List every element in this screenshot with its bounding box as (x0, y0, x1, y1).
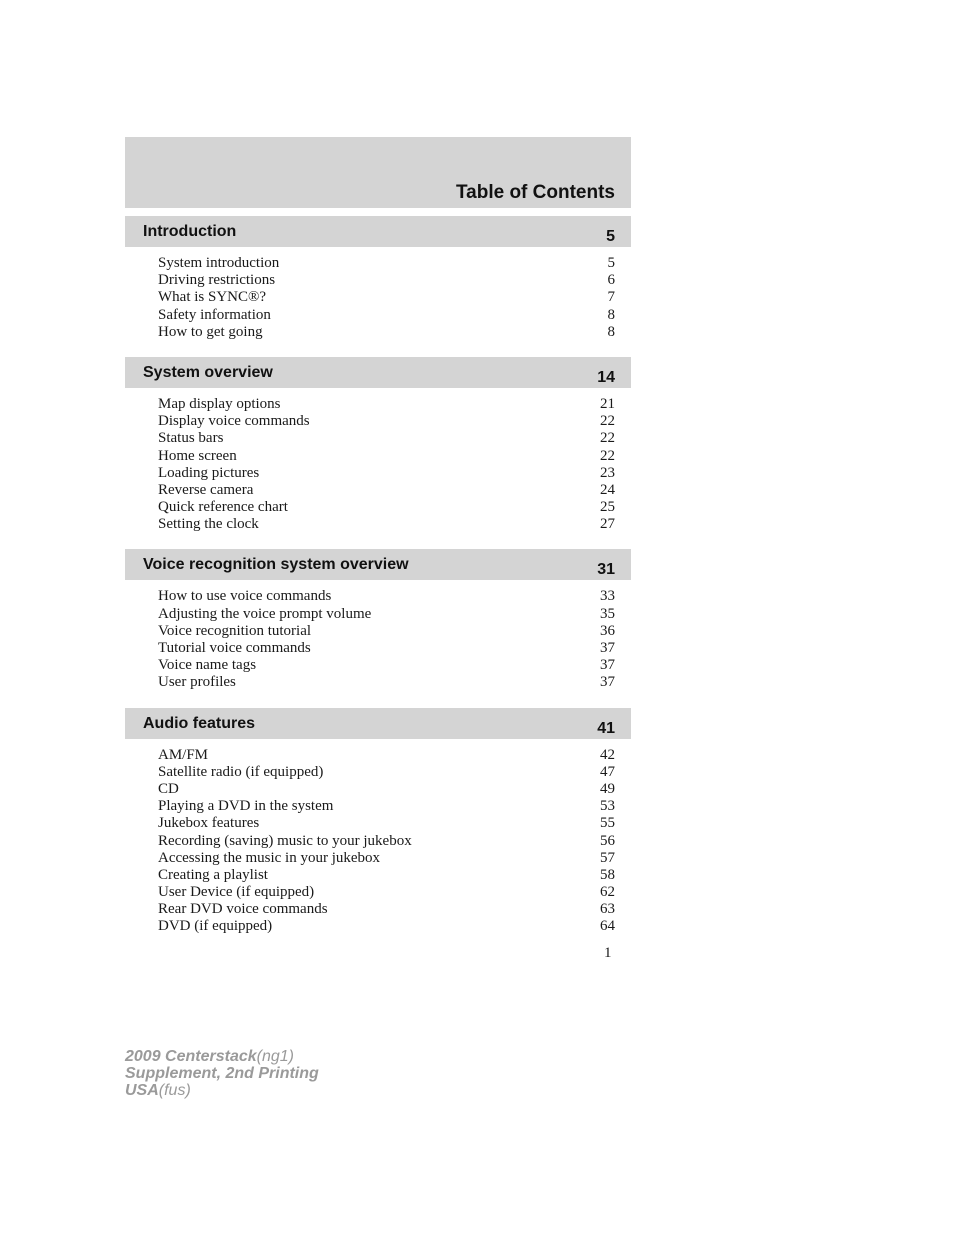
section-header[interactable] (125, 708, 631, 739)
toc-entry[interactable] (125, 798, 631, 815)
toc-entry-page: 8 (607, 323, 615, 340)
section-header[interactable] (125, 357, 631, 388)
toc-entry-page: 36 (600, 622, 615, 639)
toc-entry[interactable] (125, 918, 631, 935)
toc-entry-page: 37 (600, 640, 615, 656)
toc-entry-label: Reverse camera (158, 481, 254, 498)
toc-entry-page: 8 (607, 306, 615, 323)
toc-entry-label: What is SYNC®? (158, 289, 267, 306)
section-page-number: 14 (597, 368, 615, 386)
toc-entry-page: 33 (600, 588, 615, 605)
section-title: System overview (143, 363, 273, 381)
toc-entry[interactable] (125, 657, 631, 674)
toc-entry-page: 5 (607, 255, 615, 271)
toc-entry-label: Display voice commands (158, 413, 310, 430)
toc-entry-page: 22 (600, 413, 615, 430)
toc-entry-page: 55 (600, 815, 615, 832)
header-bar (125, 137, 631, 208)
toc-entry-page: 7 (607, 289, 615, 306)
toc-entry[interactable] (125, 516, 631, 533)
toc-entry-label: Tutorial voice commands (158, 640, 311, 656)
footer-line-1: 2009 Centerstack(ng1) (125, 1048, 294, 1065)
toc-entry[interactable] (125, 396, 631, 413)
section-items (125, 747, 631, 936)
toc-entry[interactable] (125, 588, 631, 605)
toc-entry-label: DVD (if equipped) (158, 918, 273, 935)
toc-entry[interactable] (125, 448, 631, 465)
toc-entry[interactable] (125, 272, 631, 289)
section-title: Voice recognition system overview (143, 556, 409, 574)
toc-entry-page: 37 (600, 657, 615, 674)
section-header[interactable] (125, 216, 631, 247)
toc-entry-label: Jukebox features (158, 815, 260, 832)
toc-entry-label: Driving restrictions (158, 272, 276, 289)
toc-entry[interactable] (125, 623, 631, 640)
toc-entry[interactable] (125, 413, 631, 430)
toc-entry-label: Status bars (158, 430, 224, 447)
toc-entry-label: How to get going (158, 323, 263, 340)
toc-entry[interactable] (125, 747, 631, 764)
toc-entry-label: How to use voice commands (158, 588, 332, 605)
toc-section (125, 357, 631, 534)
toc-entry-page: 22 (600, 430, 615, 447)
toc-entry-page: 22 (600, 447, 615, 464)
section-items (125, 255, 631, 341)
toc-entry-page: 56 (600, 832, 615, 849)
toc-entry-label: User profiles (158, 674, 236, 691)
toc-entry[interactable] (125, 499, 631, 516)
document-footer (125, 1048, 319, 1099)
toc-entry[interactable] (125, 289, 631, 306)
toc-sections (125, 216, 631, 952)
toc-entry-label: Quick reference chart (158, 499, 288, 516)
toc-section (125, 549, 631, 691)
toc-entry[interactable] (125, 764, 631, 781)
toc-entry-page: 42 (600, 746, 615, 763)
toc-entry-label: Recording (saving) music to your jukebox (158, 832, 412, 849)
toc-entry-page: 6 (607, 272, 615, 289)
toc-entry-page: 62 (600, 884, 615, 901)
toc-entry-label: Setting the clock (158, 516, 259, 533)
toc-entry[interactable] (125, 482, 631, 499)
toc-entry[interactable] (125, 465, 631, 482)
section-items (125, 588, 631, 691)
section-page-number: 31 (597, 561, 615, 579)
toc-entry-label: CD (158, 780, 179, 797)
page-title: Table of Contents (455, 182, 615, 203)
toc-entry-page: 27 (600, 516, 615, 533)
toc-entry[interactable] (125, 324, 631, 341)
toc-entry-label: Map display options (158, 395, 281, 412)
toc-entry[interactable] (125, 901, 631, 918)
toc-entry[interactable] (125, 640, 631, 657)
footer-line-3: USA(fus) (125, 1082, 191, 1099)
toc-entry-label: Rear DVD voice commands (158, 901, 328, 918)
toc-entry[interactable] (125, 781, 631, 798)
toc-entry-label: Voice recognition tutorial (158, 622, 312, 639)
toc-entry-label: Satellite radio (if equipped) (158, 763, 324, 780)
section-header[interactable] (125, 549, 631, 580)
toc-entry-page: 21 (600, 395, 615, 412)
toc-entry-label: System introduction (158, 255, 280, 271)
section-title: Audio features (143, 714, 256, 732)
toc-entry[interactable] (125, 255, 631, 272)
toc-entry[interactable] (125, 850, 631, 867)
toc-entry-page: 37 (600, 674, 615, 691)
toc-entry-page: 63 (600, 901, 615, 918)
toc-entry-page: 53 (600, 798, 615, 815)
footer-line-2: Supplement, 2nd Printing (125, 1065, 319, 1082)
toc-entry-page: 35 (600, 605, 615, 622)
toc-entry-label: Home screen (158, 447, 237, 464)
toc-entry-label: User Device (if equipped) (158, 884, 315, 901)
section-title: Introduction (143, 223, 237, 240)
toc-entry[interactable] (125, 884, 631, 901)
toc-entry[interactable] (125, 307, 631, 324)
toc-entry-label: AM/FM (158, 746, 209, 763)
toc-section (125, 708, 631, 936)
toc-entry-label: Adjusting the voice prompt volume (158, 605, 372, 622)
toc-entry[interactable] (125, 833, 631, 850)
toc-entry-page: 47 (600, 763, 615, 780)
toc-entry-label: Accessing the music in your jukebox (158, 849, 381, 866)
toc-entry[interactable] (125, 674, 631, 691)
toc-entry-page: 24 (600, 481, 615, 498)
toc-entry-page: 49 (600, 780, 615, 797)
section-items (125, 396, 631, 534)
toc-entry-label: Safety information (158, 306, 271, 323)
page-number: 1 (604, 945, 612, 961)
toc-entry[interactable] (125, 606, 631, 623)
toc-entry[interactable] (125, 430, 631, 447)
toc-entry-page: 57 (600, 849, 615, 866)
toc-entry-page: 64 (600, 918, 615, 935)
toc-section (125, 216, 631, 341)
toc-entry-page: 23 (600, 464, 615, 481)
toc-entry-page: 25 (600, 499, 615, 516)
toc-entry[interactable] (125, 867, 631, 884)
section-page-number: 41 (597, 719, 615, 737)
toc-entry-label: Loading pictures (158, 464, 260, 481)
toc-entry-page: 58 (600, 866, 615, 883)
toc-entry[interactable] (125, 815, 631, 832)
toc-entry-label: Creating a playlist (158, 866, 268, 883)
section-page-number: 5 (606, 228, 615, 245)
toc-entry-label: Voice name tags (158, 657, 257, 674)
toc-entry-label: Playing a DVD in the system (158, 798, 334, 815)
